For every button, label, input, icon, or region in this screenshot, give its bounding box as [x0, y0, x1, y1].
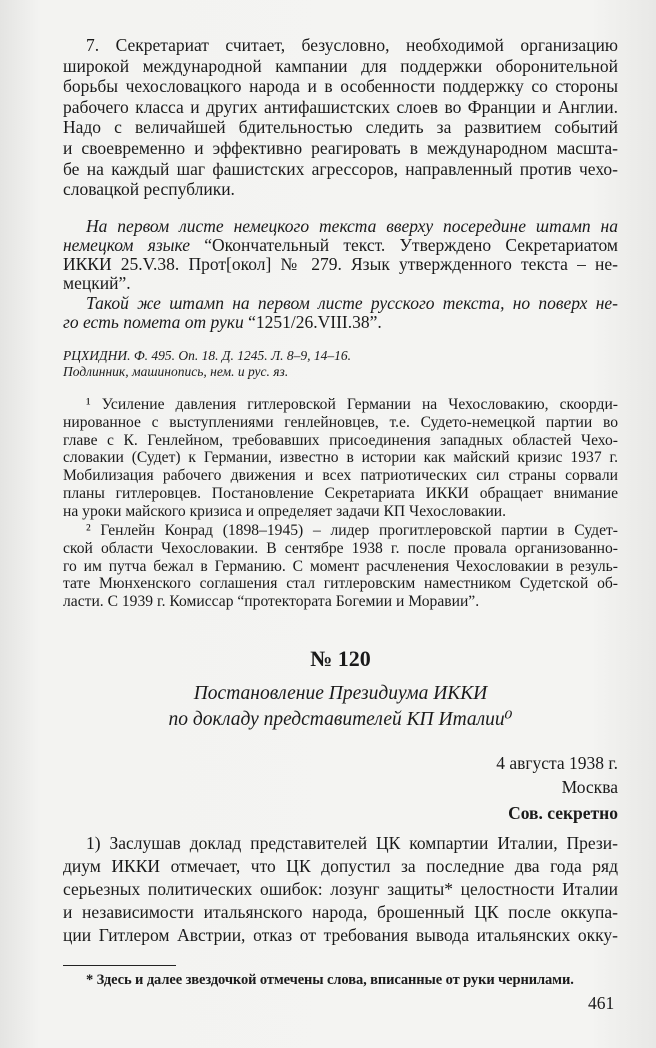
text-line: и своевременно и эффективно реагировать в международном масшта- [63, 137, 618, 158]
italic-text: немецком языке [63, 235, 191, 255]
text-line: го им путча бежал в Германию. С момент расчленения Чехословакии в резуль- [63, 557, 618, 575]
footnote-star [63, 970, 618, 990]
footnote-star-text: * Здесь и далее звездочкой отмечены слова, вписанные от руки чернилами. [86, 972, 574, 988]
paragraph-1 [63, 832, 618, 947]
document-date: 4 августа 1938 г. [496, 753, 618, 773]
italic-text: Такой же штамп на первом листе русского текста, но поверх не- [86, 293, 618, 313]
quoted-text: “Окончательный текст. Утверждено Секретариатом [190, 235, 618, 255]
text-line: Подлинник, машинопись, нем. и рус. яз. [63, 364, 289, 379]
text-line [63, 294, 618, 313]
archive-reference [63, 348, 618, 380]
page-number: 461 [588, 993, 615, 1013]
text-line: Надо с величайшей бдительностью следить за развитием событий [63, 117, 618, 138]
text-line: словакии (Судет) к Германии, известно в истории как майский кризис 1937 г. [63, 449, 618, 467]
text-line [63, 255, 618, 274]
text-line [63, 217, 618, 236]
text-line [63, 313, 618, 332]
footnote-1 [63, 396, 618, 521]
italic-text: го есть помета от руки [63, 312, 244, 332]
note-german-stamp [63, 217, 618, 293]
text-line: главе с К. Генлейном, требовавших присоединения западных областей Чехо- [63, 431, 618, 449]
text-line: широкой международной кампании для поддержки оборонительной [63, 55, 618, 76]
document-meta [63, 751, 618, 825]
text-line: рабочего класса и других антифашистских слоев во Франции и Англии. [63, 96, 618, 117]
quoted-text: ИККИ 25.V.38. Прот[окол] № 279. Язык утвержденного текста – не- [63, 254, 618, 274]
text-line: ласти. С 1939 г. Комиссар “протектората Богемии и Моравии”. [63, 593, 480, 611]
text-line: диум ИККИ отмечает, что ЦК допустил за последние два года ряд [63, 856, 618, 876]
text-line: борьбы чехословацкого народа и в особенности поддержку со стороны [63, 76, 618, 97]
text-line: ² Генлейн Конрад (1898–1945) – лидер прогитлеровской партии в Судет- [86, 522, 618, 539]
title-line: по докладу представителей КП Италии⁰ [168, 709, 513, 730]
text-line: РЦХИДНИ. Ф. 495. Оп. 18. Д. 1245. Л. 8–9, 14–16. [63, 348, 352, 363]
text-line [63, 236, 618, 255]
document-classification: Сов. секретно [508, 803, 618, 823]
text-line: бе на каждый шаг фашистских агрессоров, направленный против чехо- [63, 158, 618, 179]
document-number: № 120 [310, 646, 371, 671]
text-line: словацкой республики. [63, 179, 235, 200]
document-title [63, 681, 618, 733]
note-russian-stamp [63, 294, 618, 332]
paragraph-7 [63, 35, 618, 200]
quoted-text: мецкий”. [63, 273, 131, 293]
text-line: Мобилизация рабочего движения и всех патриотических сил страны сорвали [63, 467, 618, 485]
text-line: и независимости итальянского народа, брошенный ЦК после оккупа- [63, 902, 618, 922]
text-line: на уроки майского кризиса и определяет задачи КП Чехословакии. [63, 502, 507, 520]
text-line: ¹ Усиление давления гитлеровской Германии на Чехословакию, скоорди- [86, 396, 618, 413]
text-line: серьезных политических ошибок: лозунг защиты* целостности Италии [63, 879, 618, 899]
text-line: 7. Секретариат считает, безусловно, необходимой организацию [86, 35, 618, 55]
footnote-2 [63, 522, 618, 611]
text-line: ции Гитлером Австрии, отказ от требования вывода итальянских окку- [63, 925, 618, 945]
document-place: Москва [561, 777, 618, 797]
footnote-divider [63, 965, 176, 966]
text-line: планы гитлеровцев. Постановление Секретариата ИККИ обращает внимание [63, 484, 618, 502]
text-line: тате Мюнхенского соглашения стал гитлеровским наместником Судетской об- [63, 575, 618, 593]
text-line: нированное с выступлениями генлейновцев, т.е. Судето-немецкой партии во [63, 413, 618, 431]
text-line [63, 274, 618, 293]
italic-text: На первом листе немецкого текста вверху посередине штамп на [86, 216, 618, 236]
text-line: ской области Чехословакии. В сентябре 1938 г. после провала организованно- [63, 539, 618, 557]
text-line: 1) Заслушав доклад представителей ЦК компартии Италии, Прези- [86, 833, 618, 853]
quoted-text: “1251/26.VIII.38”. [243, 312, 382, 332]
title-line: Постановление Президиума ИККИ [193, 683, 488, 704]
